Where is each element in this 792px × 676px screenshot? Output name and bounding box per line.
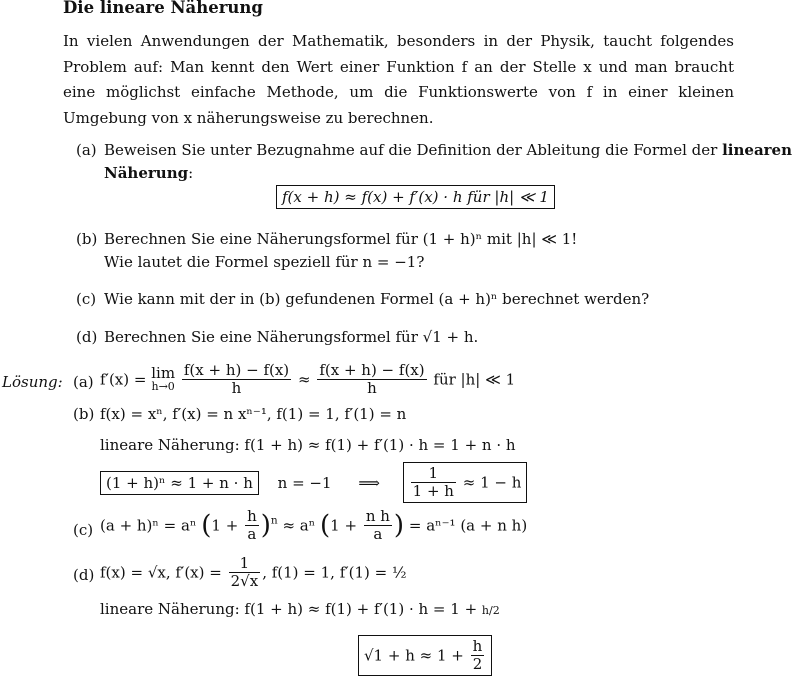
task-c-line: Wie kann mit der in (b) gefundenen Formel (a + h)ⁿ berechnet werden? <box>104 290 650 308</box>
sol-c-frac1-num: h <box>247 507 257 525</box>
sol-b-mid: n = −1 <box>277 473 332 492</box>
sol-c-frac2-num: n h <box>365 507 390 525</box>
sol-d-line2-frac: h/2 <box>481 604 500 617</box>
sol-c-frac2-den: a <box>373 525 383 543</box>
sol-d-frac-den: 2√x <box>230 572 259 590</box>
sol-c-paren2-open: ( <box>320 510 331 541</box>
task-d-line: Berechnen Sie eine Näherungsformel für √1 + h. <box>104 328 479 346</box>
exercise-title: Die lineare Näherung <box>63 0 263 17</box>
task-a-bold2: Näherung <box>104 164 189 182</box>
sol-c-one: 1 + <box>211 516 239 535</box>
task-a-text: Beweisen Sie unter Bezugnahme auf die Definition der Ableitung die Formel der <box>104 141 718 159</box>
sol-a-formula <box>100 362 515 397</box>
sol-a-frac1 <box>182 362 291 397</box>
task-a-colon: : <box>188 164 194 182</box>
sol-a-lim-sub: h→0 <box>151 379 175 393</box>
sol-a-limit <box>151 363 176 393</box>
sol-d-line2-text: lineare Näherung: f(1 + h) ≈ f(1) + f′(1) · h = 1 + <box>100 600 478 618</box>
sol-a-label: (a) <box>73 373 94 391</box>
sol-c-paren2-close: ) <box>393 510 405 541</box>
sol-a-frac1-den: h <box>231 379 242 397</box>
task-a-formula <box>276 185 555 209</box>
sol-a-frac2-num: f(x + h) − f(x) <box>319 361 425 379</box>
sol-a-tail: für |h| ≪ 1 <box>433 370 516 389</box>
task-a-label: (a) <box>76 141 97 159</box>
sol-d-result-box <box>358 635 492 676</box>
sol-d-result <box>358 635 492 676</box>
sol-a-frac2 <box>317 362 426 397</box>
sol-d-box-num: h <box>472 637 483 655</box>
sol-c-frac1-den: a <box>247 525 257 543</box>
sol-c-frac2 <box>364 508 392 543</box>
sol-b-box2-tail: ≈ 1 − h <box>462 473 522 492</box>
sol-b-box1: (1 + h)ⁿ ≈ 1 + n · h <box>100 471 259 495</box>
task-a-line2 <box>104 164 193 182</box>
sol-c-paren-open: ( <box>201 510 212 541</box>
sol-d-line1b: , f(1) = 1, f′(1) = <box>262 563 388 582</box>
sol-b-arrow: ⟹ <box>358 473 380 492</box>
sol-a-approx: ≈ <box>297 370 311 389</box>
sol-c-one2: 1 + <box>330 516 358 535</box>
sol-c-label: (c) <box>73 521 94 539</box>
sol-c-frac1 <box>245 508 259 543</box>
task-a-line1 <box>104 141 792 159</box>
sol-d-label: (d) <box>73 566 95 584</box>
sol-d-box-den: 2 <box>472 655 483 673</box>
task-a-formula-box: f(x + h) ≈ f(x) + f′(x) · h für |h| ≪ 1 <box>276 185 555 209</box>
sol-a-frac2-den: h <box>367 379 377 397</box>
sol-b-box2-frac <box>411 465 456 500</box>
sol-d-box-lhs: √1 + h ≈ 1 + <box>364 646 464 665</box>
sol-a-lim: lim <box>151 363 176 382</box>
solution-label: Lösung: <box>2 373 63 391</box>
sol-d-half: ½ <box>392 563 407 582</box>
sol-a-frac1-num: f(x + h) − f(x) <box>183 361 290 379</box>
sol-c-formula <box>100 508 527 543</box>
sol-d-frac <box>229 555 261 590</box>
sol-b-line1: f(x) = xⁿ, f′(x) = n xⁿ⁻¹, f(1) = 1, f′(1) = n <box>100 405 407 423</box>
sol-b-box2-num: 1 <box>411 465 456 483</box>
task-a-bold1: linearen <box>722 141 792 159</box>
sol-a-fp: f′(x) = <box>100 370 147 389</box>
task-d-label: (d) <box>76 328 98 346</box>
sol-d-line1a: f(x) = √x, f′(x) = <box>100 563 222 582</box>
sol-d-line1 <box>100 555 407 590</box>
sol-b-box2 <box>403 462 528 503</box>
sol-c-paren-close: ) <box>260 510 271 541</box>
task-b-line2: Wie lautet die Formel speziell für n = −1? <box>104 253 425 271</box>
sol-c-tail: = aⁿ⁻¹ (a + n h) <box>408 516 528 535</box>
task-b-label: (b) <box>76 230 98 248</box>
task-b-line1: Berechnen Sie eine Näherungsformel für (1 + h)ⁿ mit |h| ≪ 1! <box>104 230 578 248</box>
sol-d-frac-num: 1 <box>229 555 261 573</box>
sol-d-box-frac <box>471 638 485 673</box>
intro-paragraph: In vielen Anwendungen der Mathematik, besonders in der Physik, taucht folgendes Problem auf: Man kennt den Wert einer Funktion f an der Stelle x und man braucht eine möglichst einfache Methode, um die Funktionswerte von f in einer kleinen Umgebung von x näherungsweise zu berechnen. <box>63 32 734 127</box>
sol-b-line2: lineare Näherung: f(1 + h) ≈ f(1) + f′(1) · h = 1 + n · h <box>100 436 516 454</box>
sol-c-exp: n <box>270 514 278 527</box>
sol-b-line3 <box>100 462 527 503</box>
sol-c-mid: ≈ aⁿ <box>282 516 316 535</box>
sol-c-lhs: (a + h)ⁿ = aⁿ <box>100 516 197 535</box>
sol-d-line2 <box>100 600 500 618</box>
sol-b-box2-den: 1 + h <box>412 482 454 500</box>
sol-b-label: (b) <box>73 405 95 423</box>
task-c-label: (c) <box>76 290 97 308</box>
